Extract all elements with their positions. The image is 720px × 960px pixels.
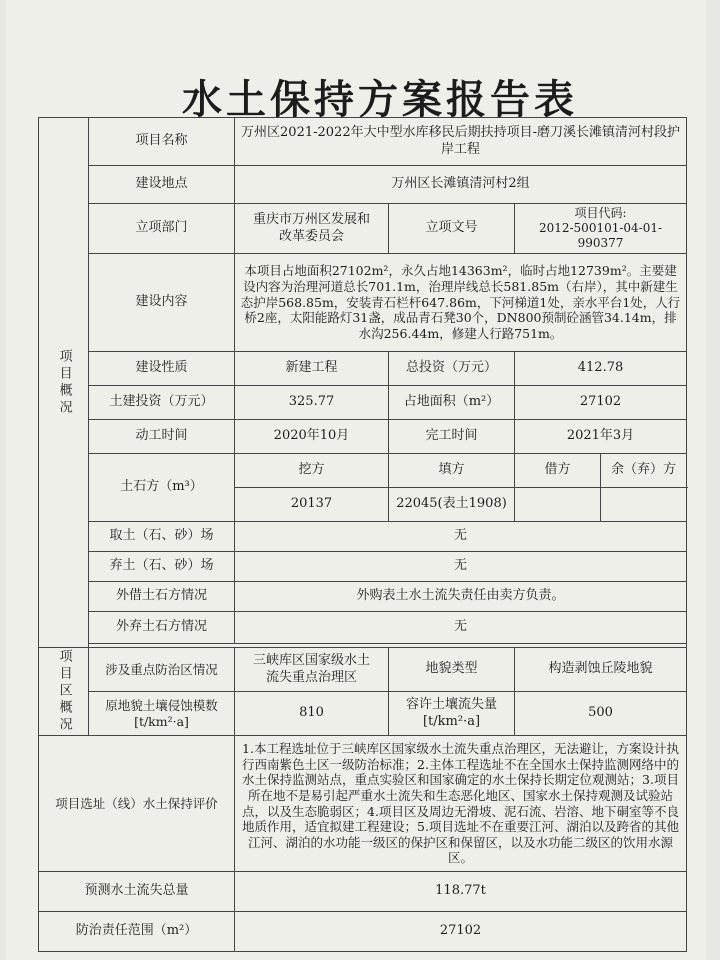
ext-spoil-value: 无 xyxy=(235,612,687,644)
resp-value: 27102 xyxy=(235,912,687,952)
earth-header-spoil: 余（弃）方 xyxy=(601,454,687,488)
allow-label: 容许土壤流失量 [t/km²·a] xyxy=(389,692,515,736)
earth-header-borrow: 借方 xyxy=(515,454,601,488)
earth-header-fill: 填方 xyxy=(389,454,515,488)
landform-label: 地貌类型 xyxy=(389,648,515,692)
content-value: 本项目占地面积27102m²，永久占地14363m²，临时占地12739m²。主要建设内容为治理河道总长701.1m，治理岸线总长581.85m（右岸），其中新建生态护岸568.85m，安装青石栏杆647.86m，下河梯道1处，亲水平台1处，人行桥2座，太阳能路灯31盏，成品青石凳30个，DN800预制砼涵管34.14m，排水沟256.44m，修建人行路751m。 xyxy=(235,254,687,352)
row-ext-borrow xyxy=(39,582,687,612)
row-content xyxy=(39,254,687,352)
borrow-site-value: 无 xyxy=(235,522,687,552)
ext-spoil-label: 外弃土石方情况 xyxy=(89,612,235,644)
evaluation-value: 1.本工程选址位于三峡库区国家级水土流失重点治理区，无法避让，方案设计执行西南紫色土区一级防治标准；2.主体工程选址不在全国水土保持监测网络中的水土保持监测站点，重点实验区和国家确定的水土保持长期定位观测站；3.项目所在地不是易引起严重水土流失和生态恶化地区、国家水土保持观测及试验站点，以及生态脆弱区；4.项目区及周边无滑坡、泥石流、岩溶、地下硐室等不良地质作用，适宜拟建工程建设；5.项目选址不在重要江河、湖泊以及跨省的其他江河、湖泊的水功能一级区的保护区和保留区，以及水功能二级区的饮用水源区。 xyxy=(235,736,687,872)
row-responsibility xyxy=(39,912,687,952)
civil-invest-label: 土建投资（万元） xyxy=(89,386,235,420)
row-location xyxy=(39,166,687,204)
earth-value-borrow xyxy=(515,488,601,522)
spoil-site-label: 弃土（石、砂）场 xyxy=(89,552,235,582)
row-ext-spoil xyxy=(39,612,687,644)
erosion-value: 810 xyxy=(235,692,389,736)
section-region-label: 项目区概况 xyxy=(39,648,89,736)
invest-label: 总投资（万元） xyxy=(389,352,515,386)
row-civil-invest xyxy=(39,386,687,420)
ext-borrow-label: 外借土石方情况 xyxy=(89,582,235,612)
project-code: 项目代码: 2012-500101-04-01-990377 xyxy=(515,204,687,254)
approval-doc-label: 立项文号 xyxy=(389,204,515,254)
earth-header-cut: 挖方 xyxy=(235,454,389,488)
allow-value: 500 xyxy=(515,692,687,736)
end-value: 2021年3月 xyxy=(515,420,687,454)
row-department xyxy=(39,204,687,254)
start-label: 动工时间 xyxy=(89,420,235,454)
earth-value-cut: 20137 xyxy=(235,488,389,522)
location-value: 万州区长滩镇清河村2组 xyxy=(235,166,687,204)
report-form-table xyxy=(38,117,687,952)
section-overview-label: 项目概况 xyxy=(39,118,89,648)
earth-value-fill: 22045(表土1908) xyxy=(389,488,515,522)
row-earth-headers xyxy=(39,454,687,488)
ext-borrow-value: 外购表土水土流失责任由卖方负责。 xyxy=(235,582,687,612)
earth-value-spoil xyxy=(601,488,687,522)
row-spoil-site xyxy=(39,552,687,582)
row-evaluation xyxy=(39,736,687,872)
spoil-site-value: 无 xyxy=(235,552,687,582)
nature-value: 新建工程 xyxy=(235,352,389,386)
row-predict xyxy=(39,872,687,912)
end-label: 完工时间 xyxy=(389,420,515,454)
project-name-label: 项目名称 xyxy=(89,118,235,166)
row-key-zone xyxy=(39,648,687,692)
resp-label: 防治责任范围（m²） xyxy=(39,912,235,952)
civil-invest-value: 325.77 xyxy=(235,386,389,420)
row-schedule xyxy=(39,420,687,454)
row-nature xyxy=(39,352,687,386)
content-label: 建设内容 xyxy=(89,254,235,352)
predict-value: 118.77t xyxy=(235,872,687,912)
landform-value: 构造剥蚀丘陵地貌 xyxy=(515,648,687,692)
page-title: 水土保持方案报告表 xyxy=(182,77,578,123)
evaluation-label: 项目选址（线）水土保持评价 xyxy=(39,736,235,872)
start-value: 2020年10月 xyxy=(235,420,389,454)
earth-label: 土石方（m³） xyxy=(89,454,235,522)
dept-label: 立项部门 xyxy=(89,204,235,254)
area-label: 占地面积（m²） xyxy=(389,386,515,420)
area-value: 27102 xyxy=(515,386,687,420)
key-zone-label: 涉及重点防治区情况 xyxy=(89,648,235,692)
dept-value: 重庆市万州区发展和 改革委员会 xyxy=(235,204,389,254)
invest-value: 412.78 xyxy=(515,352,687,386)
erosion-label: 原地貌土壤侵蚀模数 [t/km²·a] xyxy=(89,692,235,736)
predict-label: 预测水土流失总量 xyxy=(39,872,235,912)
row-erosion xyxy=(39,692,687,736)
location-label: 建设地点 xyxy=(89,166,235,204)
borrow-site-label: 取土（石、砂）场 xyxy=(89,522,235,552)
row-project-name xyxy=(39,118,687,166)
project-name-value: 万州区2021-2022年大中型水库移民后期扶持项目-磨刀溪长滩镇清河村段护岸工程 xyxy=(235,118,687,166)
key-zone-value: 三峡库区国家级水土 流失重点治理区 xyxy=(235,648,389,692)
nature-label: 建设性质 xyxy=(89,352,235,386)
row-borrow-site xyxy=(39,522,687,552)
